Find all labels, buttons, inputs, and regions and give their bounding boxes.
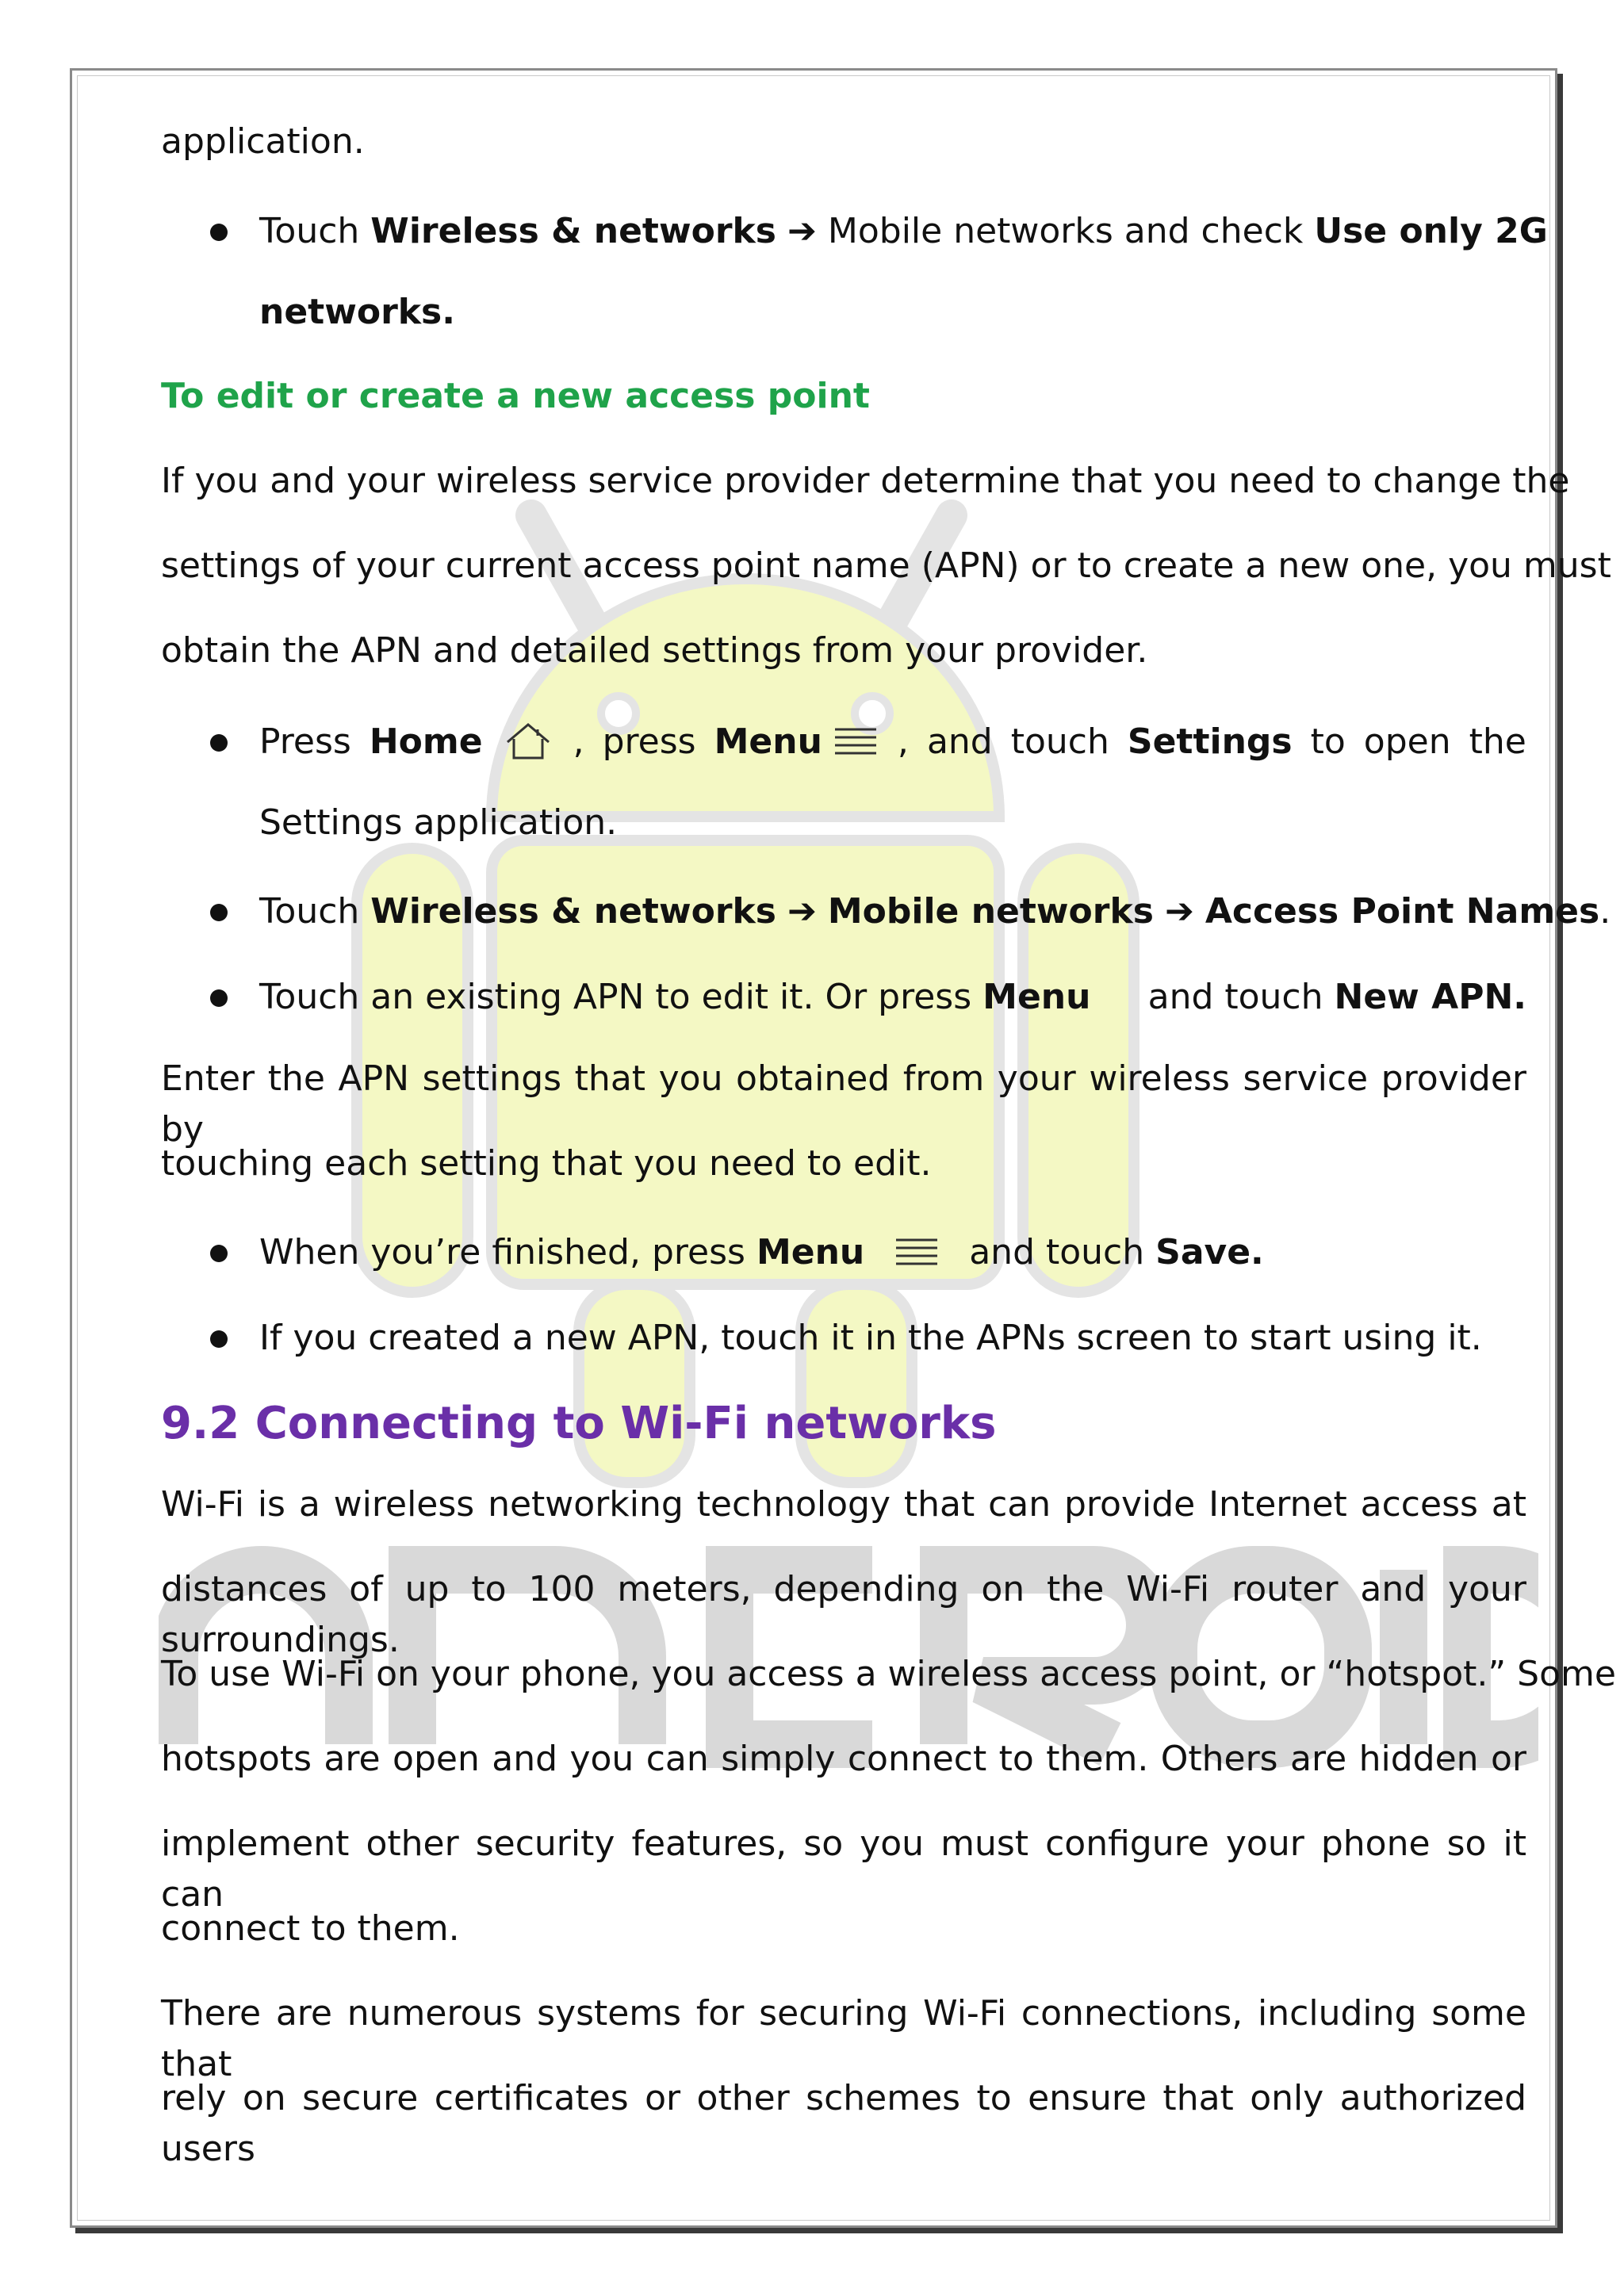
home-icon [501, 720, 555, 764]
para-systems-line1: There are numerous systems for securing Wi-Fi connections, including some that [161, 1993, 1526, 2084]
bullet-access-point-names [161, 886, 1611, 937]
bullet-dot [210, 224, 228, 241]
bullet-press-home [161, 717, 1526, 767]
para-wifi-line1: Wi-Fi is a wireless networking technology that can provide Internet access at [161, 1484, 1526, 1525]
intro-end-text: application. [161, 121, 365, 162]
bullet-continuation: Settings application. [259, 802, 618, 843]
para-systems-line2: rely on secure certificates or other schemes to ensure that only authorized users [161, 2078, 1526, 2169]
bullet-text: If you created a new APN, touch it in the APNs screen to start using it. [259, 1318, 1482, 1358]
bullet-text: Touch an existing APN to edit it. Or press Menu and touch New APN. [259, 977, 1526, 1017]
para-wifi-line5: implement other security features, so you must configure your phone so it can [161, 1823, 1526, 1915]
para-wifi-line2: distances of up to 100 meters, depending on the Wi-Fi router and your surroundings. [161, 1569, 1526, 1660]
para-wifi-line3: To use Wi-Fi on your phone, you access a wireless access point, or “hotspot.” Some [161, 1654, 1616, 1694]
para-edit-line2: settings of your current access point name (APN) or to create a new one, you must [161, 545, 1611, 586]
heading-wifi: 9.2 Connecting to Wi-Fi networks [161, 1398, 997, 1449]
para-edit-line3: obtain the APN and detailed settings from your provider. [161, 630, 1148, 671]
bullet-wireless-2g [161, 206, 1548, 257]
bullet-text: Touch Wireless & networks ➔ Mobile networks and check Use only 2G [259, 211, 1548, 251]
arrow-icon: ➔ [1164, 891, 1194, 932]
heading-edit-access-point: To edit or create a new access point [161, 376, 870, 416]
menu-icon [832, 725, 879, 760]
bullet-continuation: networks. [259, 292, 455, 332]
bullet-dot [210, 1330, 228, 1348]
bullet-dot [210, 904, 228, 921]
bullet-dot [210, 734, 228, 752]
bullet-text: Press Home , press Menu , and touch Settings to open the [259, 717, 1526, 767]
bullet-save [161, 1227, 1526, 1278]
para-enter-line1: Enter the APN settings that you obtained from your wireless service provider by [161, 1058, 1526, 1150]
bullet-new-apn [161, 972, 1526, 1023]
para-wifi-line4: hotspots are open and you can simply connect to them. Others are hidden or [161, 1739, 1526, 1779]
para-enter-line2: touching each setting that you need to edit. [161, 1143, 932, 1184]
para-wifi-line6: connect to them. [161, 1908, 460, 1949]
bullet-text: Touch Wireless & networks ➔ Mobile networks ➔ Access Point Names. [259, 891, 1611, 932]
bullet-dot [210, 1245, 228, 1262]
menu-icon [893, 1235, 940, 1270]
bullet-dot [210, 989, 228, 1007]
arrow-icon: ➔ [787, 211, 817, 251]
arrow-icon: ➔ [787, 891, 817, 932]
bullet-text: When you’re finished, press Menu and touch Save. [259, 1232, 1264, 1272]
bullet-start-using [161, 1313, 1526, 1364]
para-edit-line1: If you and your wireless service provider determine that you need to change the [161, 461, 1570, 501]
